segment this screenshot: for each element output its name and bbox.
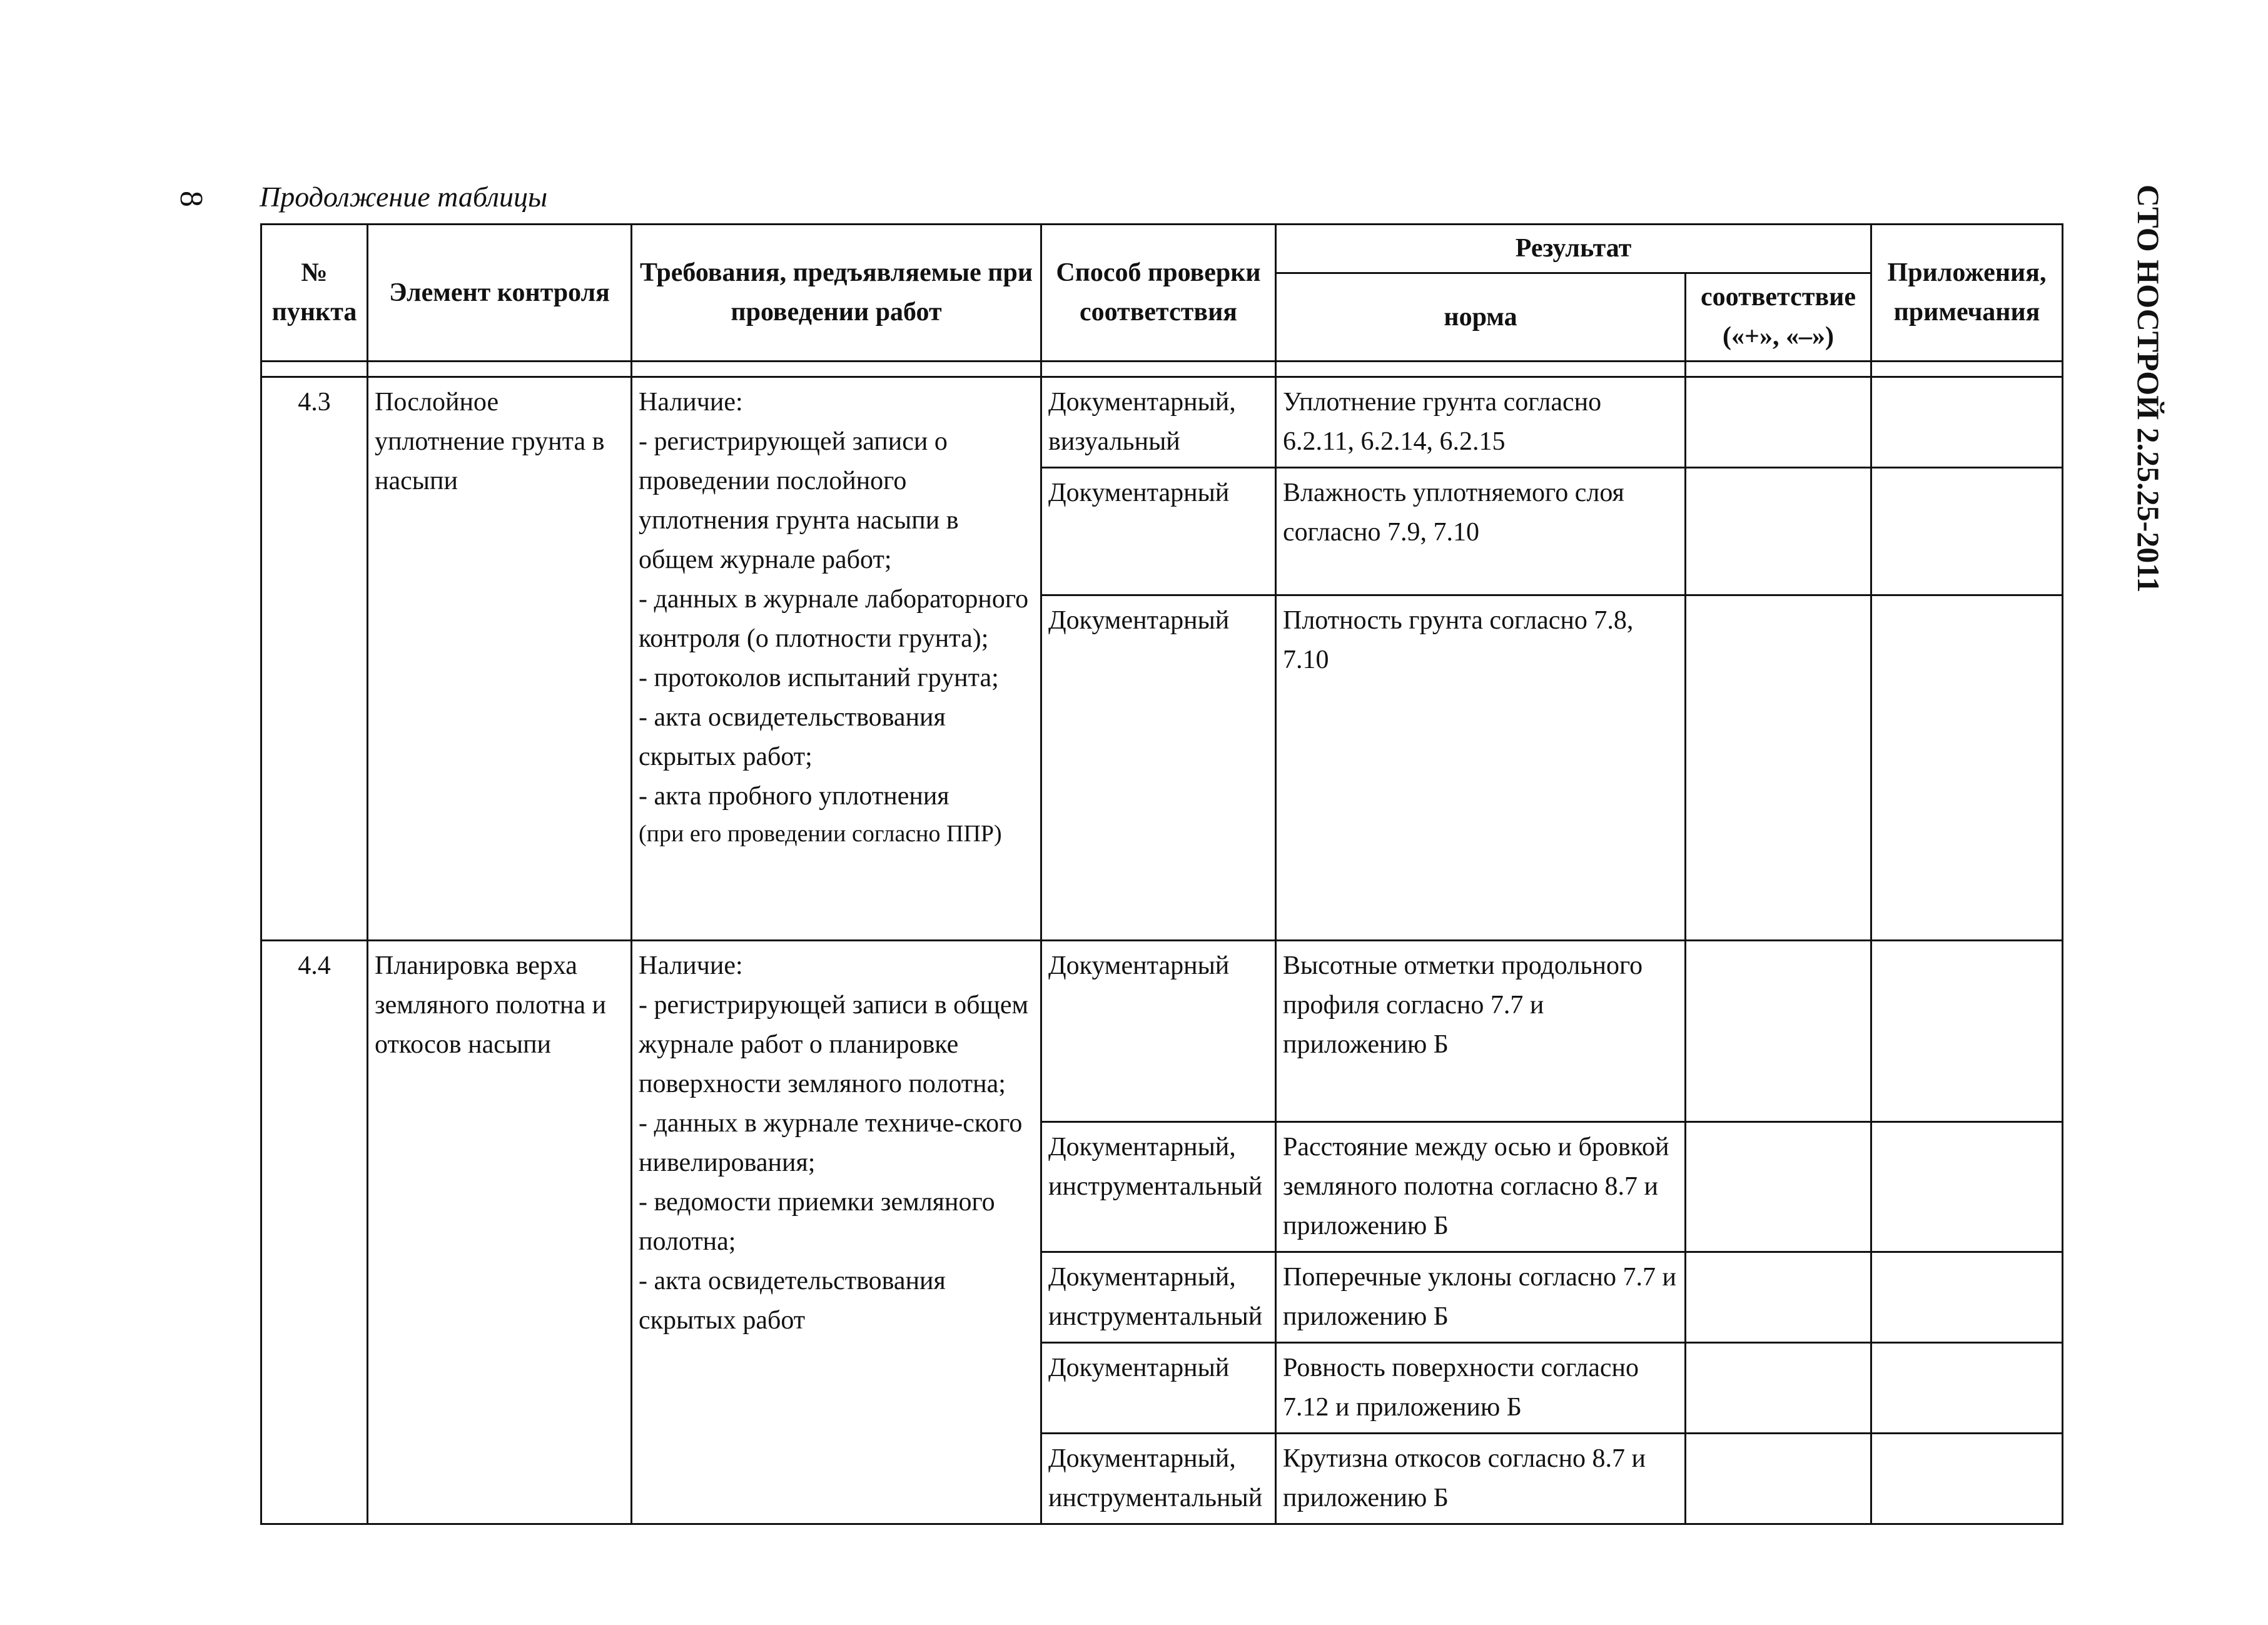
check-method: Документарный, инструментальный bbox=[1041, 1434, 1276, 1524]
notes-cell bbox=[1871, 595, 2063, 941]
result-norm: Расстояние между осью и бровкой земляного полотна согласно 8.7 и приложению Б bbox=[1276, 1122, 1686, 1252]
result-compliance bbox=[1686, 941, 1871, 1122]
requirement-line: - акта пробного уплотнения bbox=[639, 782, 949, 811]
result-compliance bbox=[1686, 468, 1871, 595]
result-compliance bbox=[1686, 1343, 1871, 1434]
check-method: Документарный bbox=[1041, 941, 1276, 1122]
requirement-line: - данных в журнале лабораторного контроля (о плотности грунта); bbox=[639, 585, 1029, 653]
notes-cell bbox=[1871, 1434, 2063, 1524]
document-code-text: СТО НОСТРОЙ 2.25.25-2011 bbox=[2131, 185, 2166, 593]
header-notes: Приложения, примечания bbox=[1871, 225, 2063, 362]
notes-cell bbox=[1871, 1122, 2063, 1252]
table-row bbox=[261, 377, 2063, 468]
requirement-line: - регистрирующей записи о проведении послойного уплотнения грунта насыпи в общем журнале работ; bbox=[639, 427, 959, 574]
item-number: 4.4 bbox=[261, 941, 368, 1524]
requirement-line: Наличие: bbox=[639, 388, 743, 417]
result-norm: Уплотнение грунта согласно 6.2.11, 6.2.14, 6.2.15 bbox=[1276, 377, 1686, 468]
page-number: 8 bbox=[173, 191, 209, 207]
requirement-line: Наличие: bbox=[639, 951, 743, 980]
result-norm: Плотность грунта согласно 7.8, 7.10 bbox=[1276, 595, 1686, 941]
header-element: Элемент контроля bbox=[368, 225, 632, 362]
requirement-line: - акта освидетельствования скрытых работ; bbox=[639, 703, 946, 771]
header-result: Результат bbox=[1276, 225, 1871, 273]
check-method: Документарный bbox=[1041, 1343, 1276, 1434]
requirement-line: - ведомости приемки земляного полотна; bbox=[639, 1188, 995, 1256]
requirements-cell bbox=[632, 377, 1041, 941]
notes-cell bbox=[1871, 941, 2063, 1122]
result-norm: Ровность поверхности согласно 7.12 и приложению Б bbox=[1276, 1343, 1686, 1434]
table-caption: Продолжение таблицы bbox=[260, 181, 548, 213]
result-norm: Влажность уплотняемого слоя согласно 7.9, 7.10 bbox=[1276, 468, 1686, 595]
result-norm: Крутизна откосов согласно 8.7 и приложению Б bbox=[1276, 1434, 1686, 1524]
notes-cell bbox=[1871, 377, 2063, 468]
table-row bbox=[261, 941, 2063, 1122]
header-method: Способ проверки соответствия bbox=[1041, 225, 1276, 362]
notes-cell bbox=[1871, 468, 2063, 595]
requirements-cell bbox=[632, 941, 1041, 1524]
result-compliance bbox=[1686, 377, 1871, 468]
check-method: Документарный, инструментальный bbox=[1041, 1122, 1276, 1252]
result-compliance bbox=[1686, 595, 1871, 941]
header-requirements: Требования, предъявляемые при проведении работ bbox=[632, 225, 1041, 362]
requirement-line: - протоколов испытаний грунта; bbox=[639, 664, 999, 692]
control-table bbox=[260, 223, 2063, 1525]
control-element: Послойное уплотнение грунта в насыпи bbox=[368, 377, 632, 941]
notes-cell bbox=[1871, 1343, 2063, 1434]
header-num: № пункта bbox=[261, 225, 368, 362]
header-compliance: соответствие («+», «–») bbox=[1686, 273, 1871, 362]
control-element: Планировка верха земляного полотна и откосов насыпи bbox=[368, 941, 632, 1524]
result-norm: Поперечные уклоны согласно 7.7 и приложению Б bbox=[1276, 1252, 1686, 1343]
result-compliance bbox=[1686, 1434, 1871, 1524]
requirement-line: - регистрирующей записи в общем журнале работ о планировке поверхности земляного полотна; bbox=[639, 991, 1029, 1098]
check-method: Документарный, визуальный bbox=[1041, 377, 1276, 468]
check-method: Документарный bbox=[1041, 468, 1276, 595]
item-number: 4.3 bbox=[261, 377, 368, 941]
check-method: Документарный, инструментальный bbox=[1041, 1252, 1276, 1343]
header-separator bbox=[261, 362, 2063, 377]
requirement-line: (при его проведении согласно ППР) bbox=[639, 821, 1002, 847]
notes-cell bbox=[1871, 1252, 2063, 1343]
document-code bbox=[2131, 185, 2268, 593]
requirement-line: - акта освидетельствования скрытых работ bbox=[639, 1267, 946, 1335]
result-compliance bbox=[1686, 1252, 1871, 1343]
check-method: Документарный bbox=[1041, 595, 1276, 941]
result-compliance bbox=[1686, 1122, 1871, 1252]
requirement-line: - данных в журнале техниче-ского нивелирования; bbox=[639, 1109, 1023, 1177]
result-norm: Высотные отметки продольного профиля согласно 7.7 и приложению Б bbox=[1276, 941, 1686, 1122]
header-norm: норма bbox=[1276, 273, 1686, 362]
